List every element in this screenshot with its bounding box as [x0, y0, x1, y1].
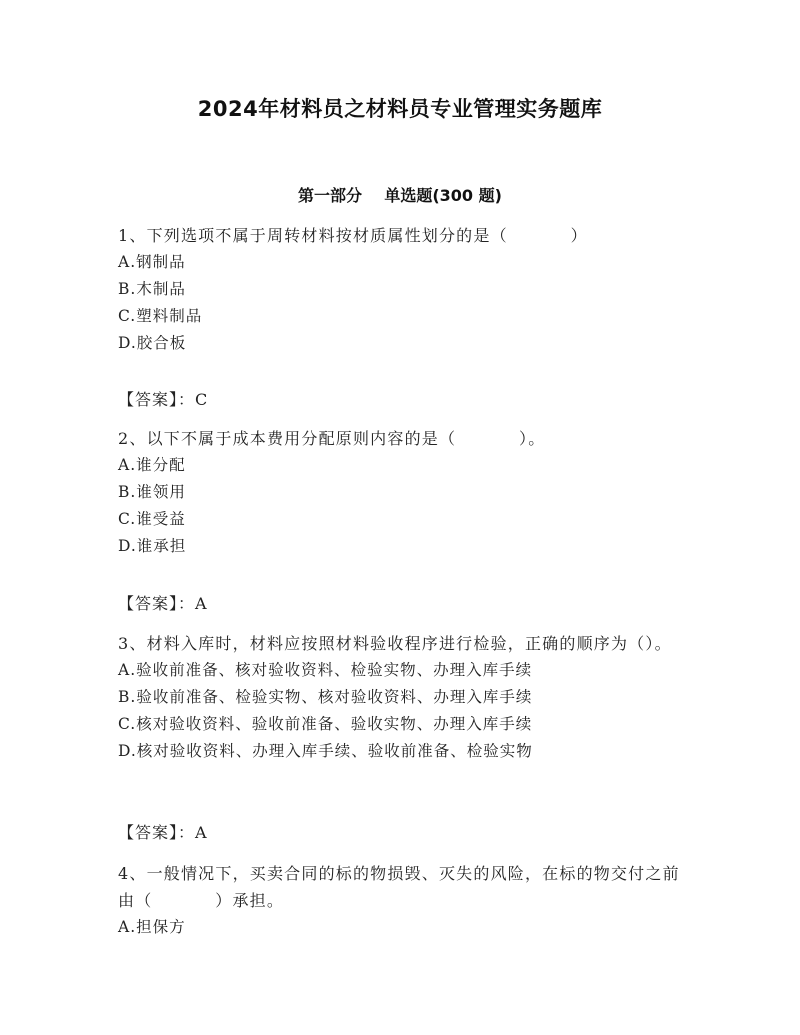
option-d: D.谁承担: [118, 537, 187, 555]
option-a: A.钢制品: [118, 253, 186, 271]
option-b: B.谁领用: [118, 483, 186, 501]
section-title: 第一部分 单选题(300 题): [298, 186, 502, 205]
option-d: D.核对验收资料、办理入库手续、验收前准备、检验实物: [118, 742, 533, 760]
option-c: C.核对验收资料、验收前准备、验收实物、办理入库手续: [118, 715, 533, 733]
question-3: [118, 630, 688, 765]
question-text: 1、下列选项不属于周转材料按材质属性划分的是（ ）: [118, 226, 588, 245]
option-c: C.塑料制品: [118, 307, 203, 325]
question-text: 3、材料入库时，材料应按照材料验收程序进行检验，正确的顺序为（）。: [118, 634, 672, 653]
question-4: [118, 860, 688, 941]
option-a: A.谁分配: [118, 456, 186, 474]
question-1: [118, 222, 688, 357]
option-d: D.胶合板: [118, 334, 187, 352]
document-title: 2024年材料员之材料员专业管理实务题库: [197, 97, 603, 121]
answer-1: 【答案】：C: [118, 390, 209, 409]
question-text: 2、以下不属于成本费用分配原则内容的是（ ）。: [118, 429, 546, 448]
answer-3: 【答案】：A: [118, 823, 208, 842]
option-b: B.木制品: [118, 280, 186, 298]
question-2: [118, 425, 688, 560]
option-b: B.验收前准备、检验实物、核对验收资料、办理入库手续: [118, 688, 533, 706]
option-c: C.谁受益: [118, 510, 186, 528]
question-text: 4、一般情况下，买卖合同的标的物损毁、灭失的风险，在标的物交付之前由（ ）承担。: [118, 864, 680, 910]
answer-2: 【答案】：A: [118, 594, 208, 613]
option-a: A.验收前准备、核对验收资料、检验实物、办理入库手续: [118, 661, 533, 679]
option-a: A.担保方: [118, 918, 186, 936]
